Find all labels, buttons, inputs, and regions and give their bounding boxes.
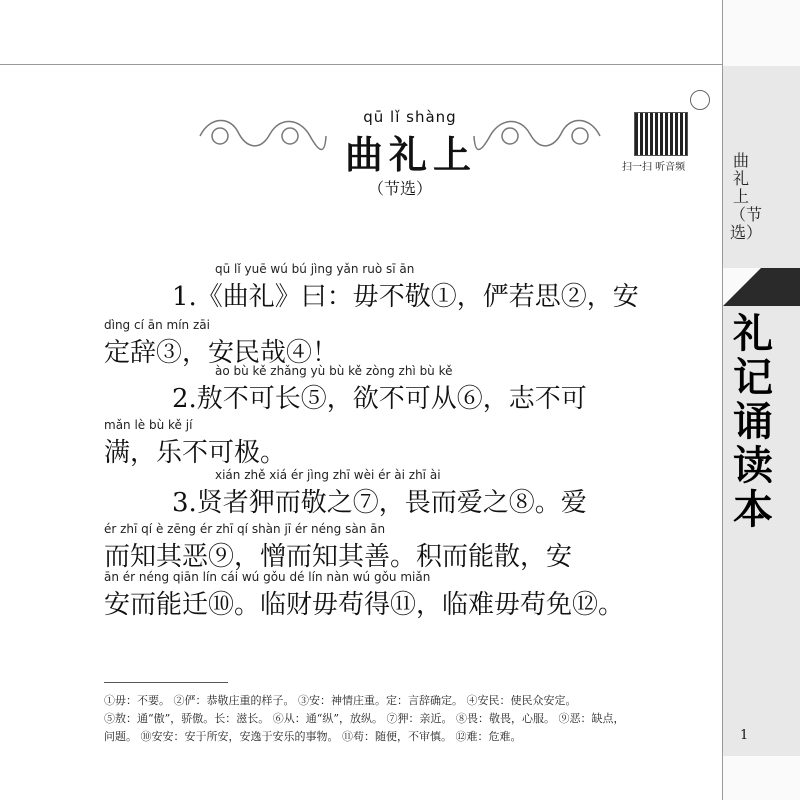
pinyin: mǎn lè bù kě jí: [104, 418, 193, 432]
pinyin: ān ér néng qiān lín cái wú gǒu dé lín nàn wú gǒu miǎn: [104, 570, 431, 584]
pinyin: xián zhě xiá ér jìng zhī wèi ér ài zhī ài: [215, 468, 441, 482]
footnote-rule: [104, 682, 228, 683]
pinyin: dìng cí ān mín zāi: [104, 318, 210, 332]
footnote-line: 问题。 ⑩安安：安于所安，安逸于安乐的事物。 ⑪苟：随便，不审慎。 ⑫难：危难。: [104, 730, 522, 743]
pinyin: ào bù kě zhǎng yù bù kě zòng zhì bù kě: [215, 364, 453, 378]
footnote-line: ⑤敖：通“傲”，骄傲。长：滋长。 ⑥从：通“纵”，放纵。 ⑦狎：亲近。 ⑧畏：敬畏，心服。 ⑨恶：缺点，: [104, 712, 625, 725]
verse-text: 而知其恶⑨，憎而知其善。积而能散，安: [104, 542, 573, 572]
footnote-line: ①毋：不要。 ②俨：恭敬庄重的样子。 ③安：神情庄重。定：言辞确定。 ④安民：使民众安定。: [104, 694, 577, 707]
chapter-title: 曲礼上: [344, 132, 477, 177]
verse-text: 1.《曲礼》曰：毋不敬①，俨若思②，安: [172, 282, 639, 312]
verse-text: 3.贤者狎而敬之⑦，畏而爱之⑧。爱: [172, 488, 587, 518]
header-rule: [0, 64, 722, 65]
title-pinyin: qū lǐ shàng: [363, 108, 457, 126]
pinyin: qū lǐ yuē wú bú jìng yǎn ruò sī ān: [215, 262, 415, 276]
verse-text: 2.敖不可长⑤，欲不可从⑥，志不可: [172, 384, 587, 414]
spine-dark-tab: [723, 268, 800, 306]
qr-label: 扫一扫 听音频: [622, 162, 686, 173]
verse-text: 安而能迁⑩。临财毋苟得⑪，临难毋苟免⑫。: [104, 590, 625, 620]
pinyin: ér zhī qí è zēng ér zhī qí shàn jī ér néng sàn ān: [104, 522, 386, 536]
qr-code-icon[interactable]: [634, 112, 688, 156]
butterfly-icon: [690, 90, 710, 110]
verse-text: 满，乐不可极。: [104, 438, 287, 468]
page-number: 1: [740, 728, 749, 743]
spine-chapter-label: 曲礼上（节选）: [730, 151, 763, 242]
verse-text: 定辞③，安民哉④！: [104, 338, 339, 368]
spine-book-title: 礼记诵读本: [733, 310, 773, 533]
chapter-subtitle: （节选）: [367, 179, 432, 198]
